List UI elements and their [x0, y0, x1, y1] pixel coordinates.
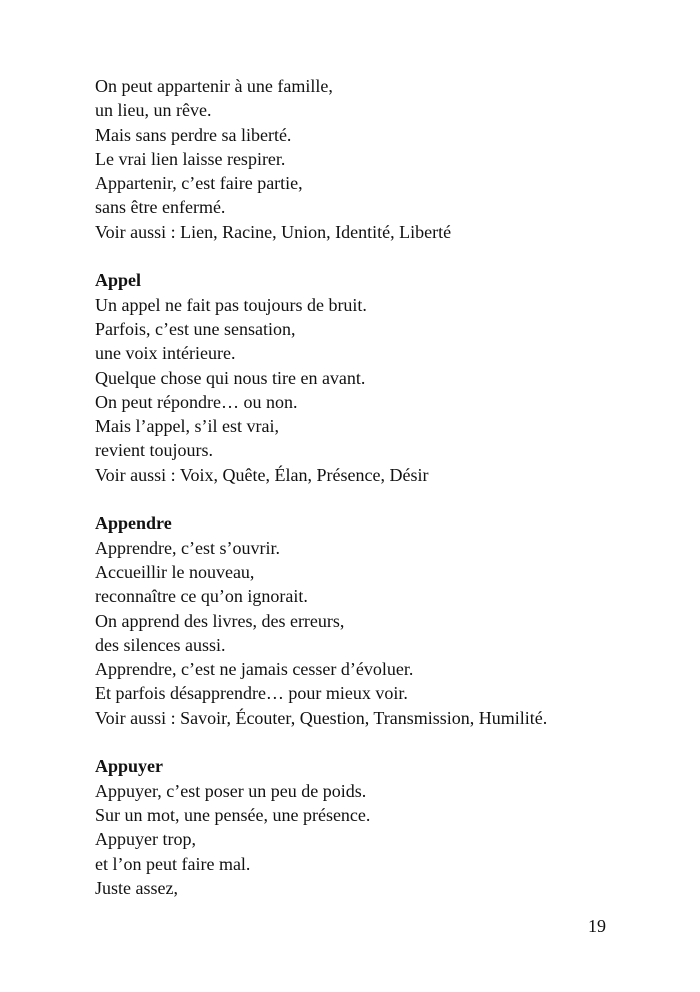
text-line: Mais l’appel, s’il est vrai, — [95, 416, 279, 437]
text-line: Quelque chose qui nous tire en avant. — [95, 367, 366, 388]
see-also-line: Voir aussi : Voix, Quête, Élan, Présence, Désir — [95, 464, 429, 485]
text-line: Apprendre, c’est ne jamais cesser d’évoluer. — [95, 659, 414, 680]
text-line: une voix intérieure. — [95, 343, 236, 364]
text-line: Appuyer trop, — [95, 829, 196, 850]
text-line: On apprend des livres, des erreurs, — [95, 610, 345, 631]
text-line: Appuyer, c’est poser un peu de poids. — [95, 780, 367, 801]
text-line: des silences aussi. — [95, 634, 226, 655]
entry-title: Appendre — [95, 513, 172, 534]
text-line: On peut répondre… ou non. — [95, 391, 298, 412]
text-line: un lieu, un rêve. — [95, 100, 212, 121]
text-line: Appartenir, c’est faire partie, — [95, 173, 303, 194]
see-also-line: Voir aussi : Lien, Racine, Union, Identité, Liberté — [95, 221, 452, 242]
text-line: Le vrai lien laisse respirer. — [95, 148, 286, 169]
text-line: Accueillir le nouveau, — [95, 561, 255, 582]
text-line: et l’on peut faire mal. — [95, 853, 251, 874]
text-line: Un appel ne fait pas toujours de bruit. — [95, 294, 367, 315]
intro-block — [95, 74, 655, 244]
text-line: On peut appartenir à une famille, — [95, 76, 333, 96]
text-line: Parfois, c’est une sensation, — [95, 318, 296, 339]
page-number: 19 — [588, 916, 606, 936]
text-line: Sur un mot, une pensée, une présence. — [95, 804, 371, 825]
entry-title: Appel — [95, 270, 142, 291]
text-line: revient toujours. — [95, 440, 213, 461]
entry-appuyer — [95, 754, 655, 900]
text-line: reconnaître ce qu’on ignorait. — [95, 586, 308, 607]
text-line: Et parfois désapprendre… pour mieux voir. — [95, 683, 408, 704]
text-line: Mais sans perdre sa liberté. — [95, 124, 292, 145]
text-line: sans être enfermé. — [95, 197, 226, 218]
entry-spacer — [95, 244, 655, 268]
entry-spacer — [95, 487, 655, 511]
text-line: Apprendre, c’est s’ouvrir. — [95, 537, 280, 558]
entry-appendre — [95, 511, 655, 730]
entry-spacer — [95, 730, 655, 754]
entry-appel — [95, 268, 655, 487]
text-line: Juste assez, — [95, 877, 178, 898]
page-text — [95, 74, 655, 900]
see-also-line: Voir aussi : Savoir, Écouter, Question, Transmission, Humilité. — [95, 707, 548, 728]
entry-title: Appuyer — [95, 756, 164, 777]
